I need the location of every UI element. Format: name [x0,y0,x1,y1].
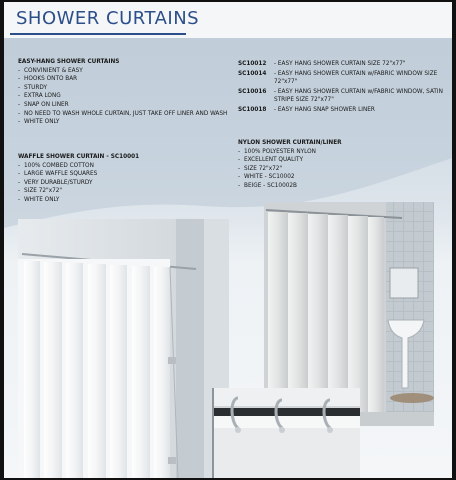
list-item: - EXCELLENT QUALITY [238,155,342,164]
list-item: - STURDY [18,83,232,92]
nylon-section [238,138,342,190]
list-item: - LARGE WAFFLE SQUARES [18,169,139,178]
list-item: - EXTRA LONG [18,91,232,100]
waffle-feature-list [18,161,139,204]
title-underline [10,33,186,35]
sku-description: - EASY HANG SHOWER CURTAIN w/FABRIC WINDOW, SATIN STRIPE SIZE 72"x77" [274,86,443,104]
waffle-curtain-photo [18,219,229,478]
sku-description: - EASY HANG SHOWER CURTAIN w/FABRIC WINDOW SIZE 72"x77" [274,68,438,86]
list-item: - SIZE 72"x72" [238,164,342,173]
hooks-closeup-image [212,388,360,478]
easy-hang-heading: EASY-HANG SHOWER CURTAINS [18,57,120,65]
sku-row [238,59,452,68]
sku-description: - EASY HANG SNAP SHOWER LINER [274,104,375,113]
easy-hang-section [18,57,232,126]
sku-row [238,69,452,86]
list-item: - 100% COMBED COTTON [18,161,139,170]
sku-code: SC10012 [238,59,267,67]
list-item: - SIZE 72"x72" [18,186,139,195]
list-item: - VERY DURABLE/STURDY [18,178,139,187]
list-item: - SNAP ON LINER [18,100,232,109]
hooks-closeup-photo [212,388,360,478]
page-title: SHOWER CURTAINS [16,8,200,29]
waffle-curtain-image [18,219,229,478]
nylon-heading: NYLON SHOWER CURTAIN/LINER [238,138,342,146]
sku-row [238,105,452,114]
list-item: - WHITE - SC10002 [238,172,342,181]
list-item: - WHITE ONLY [18,117,232,126]
sku-row [238,87,452,104]
list-item: - HOOKS ONTO BAR [18,74,232,83]
nylon-feature-list [238,147,342,190]
easy-hang-feature-list [18,66,232,126]
list-item: - CONVINIENT & EASY [18,66,232,75]
list-item: - NO NEED TO WASH WHOLE CURTAIN, JUST TAKE OFF LINER AND WASH [18,109,232,118]
list-item: - WHITE ONLY [18,195,139,204]
sku-code: SC10016 [238,86,267,95]
catalog-page [4,2,452,478]
waffle-section [18,152,139,204]
sku-code: SC10014 [238,68,267,77]
list-item: - 100% POLYESTER NYLON [238,147,342,156]
sku-list [238,59,452,114]
waffle-heading: WAFFLE SHOWER CURTAIN - SC10001 [18,152,140,160]
sku-code: SC10018 [238,104,267,113]
sku-description: - EASY HANG SHOWER CURTAIN SIZE 72"x77" [274,59,406,67]
list-item: - BEIGE - SC10002B [238,181,342,190]
